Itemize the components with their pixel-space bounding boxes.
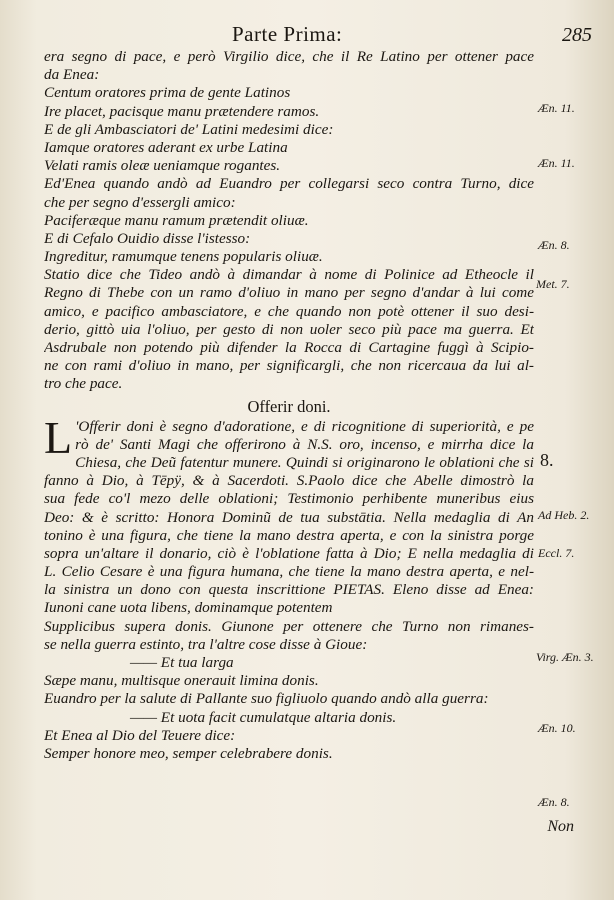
text-line: sua fede co'l mezo delle oblationi; Testimonio perhibente muneribus eius — [44, 490, 534, 508]
margin-reference: Ad Heb. 2. — [538, 508, 590, 522]
verse-line: Supplicibus supera donis. Giunone per ottenere che Turno non rimanes- — [44, 617, 534, 635]
margin-reference: Virg. Æn. 3. — [536, 650, 594, 664]
verse-line: Ire placet, pacisque manu prætendere ramos. — [44, 102, 320, 120]
text-block — [44, 48, 534, 763]
text-line: Euandro per la salute di Pallante suo figliuolo quando andò alla guerra: — [44, 690, 489, 708]
text-line: tonino è una figura, che tiene la mano destra aperta, e con la sinistra porge — [44, 526, 534, 544]
text-line: Et Enea al Dio del Teuere dice: — [44, 726, 236, 744]
margin-reference: Æn. 8. — [538, 238, 570, 252]
text-line: fanno à Dio, à Tēpÿ, & à Sacerdoti. S.Paolo dice che Abelle dimostrò la — [44, 472, 534, 490]
verse-line: Sæpe manu, multisque onerauit limina donis. — [44, 672, 319, 690]
section-heading: Offerir doni. — [247, 396, 331, 416]
text-line: 'Offerir doni è segno d'adoratione, e di ricognitione di superiorità, e pe — [75, 417, 534, 435]
verse-line: —— Et uota facit cumulatque altaria donis. — [130, 708, 397, 726]
margin-reference: Æn. 11. — [538, 156, 575, 170]
text-line: ne con rami d'oliuo in mano, per significargli, che non ricercaua da lui al- — [44, 357, 534, 375]
text-line: Ed'Enea quando andò ad Euandro per collegarsi seco contra Turno, dice — [44, 175, 534, 193]
verse-line: Semper honore meo, semper celebrabere donis. — [44, 744, 333, 762]
text-line: amico, e pacifico ambasciatore, e che quando non potè ottener il suo desi- — [44, 302, 534, 320]
verse-line: —— Et tua larga — [130, 654, 234, 671]
text-line: che per segno d'essergli amico: — [44, 193, 236, 211]
text-line: tro che pace. — [44, 375, 123, 393]
text-line: derio, gittò uia l'oliuo, per gesto di non uoler seco più pace ma guerra. Et — [44, 320, 534, 338]
text-line: Deo: & è scritto: Honora Dominũ de tua substātia. Nella medaglia di An — [44, 508, 534, 526]
text-line: era segno di pace, e però Virgilio dice, che il Re Latino per ottener pace — [44, 48, 534, 65]
text-line: Regno di Thebe con un ramo d'oliuo in mano per segno d'andar à lui come — [44, 284, 534, 302]
verse-line: Iunoni cane uota libens, dominamque potentem — [44, 599, 333, 617]
text-line: rò de' Santi Magi che offerirono à N.S. oro, incenso, e mirrha dice la — [75, 435, 534, 453]
page-number: 285 — [562, 24, 592, 46]
catchword: Non — [547, 818, 574, 835]
running-title: Parte Prima: — [232, 22, 343, 46]
text-line: L. Celio Cesare è una figura humana, che tiene la mano destra aperta, e nel- — [44, 563, 534, 581]
text-line: se nella guerra estinto, tra l'altre cose disse à Gioue: — [44, 635, 368, 653]
margin-reference: Æn. 11. — [538, 101, 575, 115]
verse-line: Velati ramis oleæ ueniamque rogantes. — [44, 157, 281, 175]
text-line: E di Cefalo Ouidio disse l'istesso: — [44, 229, 251, 247]
margin-reference: Æn. 10. — [538, 721, 576, 735]
verse-line: Paciferæque manu ramum prætendit oliuæ. — [44, 211, 309, 229]
text-line: sopra un'altare il donario, ciò è l'oblatione fatta à Dio; E nella medaglia di — [44, 544, 534, 562]
text-line: Statio dice che Tideo andò à dimandar à nome di Polinice ad Etheocle il — [44, 266, 534, 284]
text-line: la sinistra un dono con questa inscrittione PIETAS. Eleno disse ad Enea: — [44, 581, 534, 599]
text-line: Chiesa, che Deũ fatentur munere. Quindi si originarono le oblationi che si — [75, 453, 534, 471]
verse-line: Centum oratores prima de gente Latinos — [44, 84, 291, 102]
verse-line: Ingreditur, ramumque tenens popularis oliuæ. — [44, 248, 323, 266]
drop-cap: L — [44, 411, 73, 463]
verse-line: Iamque oratores aderant ex urbe Latina — [44, 138, 288, 156]
margin-reference: Eccl. 7. — [538, 546, 575, 560]
text-line: da Enea: — [44, 66, 100, 84]
margin-reference: Met. 7. — [536, 277, 570, 291]
text-line: Asdrubale non potendo più difender la Rocca di Cartagine fuggì à Scipio- — [44, 339, 534, 356]
margin-reference: Æn. 8. — [538, 795, 570, 809]
page-header — [0, 18, 614, 46]
text-line: E de gli Ambasciatori de' Latini medesimi dice: — [44, 120, 334, 138]
margin-reference: 8. — [540, 450, 554, 470]
